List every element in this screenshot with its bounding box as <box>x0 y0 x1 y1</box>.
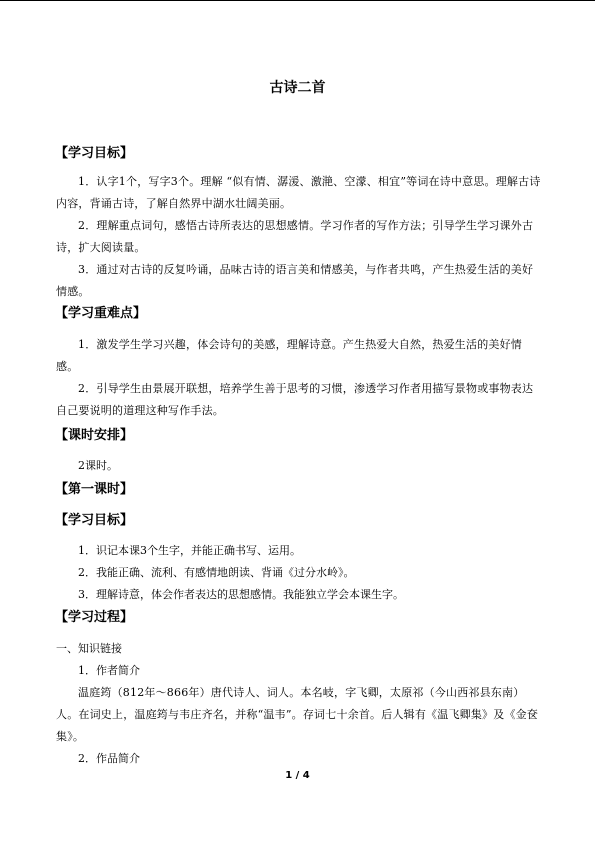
section-heading-process: 【学习过程】 <box>55 610 134 625</box>
key-point-item-1: 1．激发学生学习兴趣，体会诗句的美感，理解诗意。产生热爱大自然，热爱生活的美好情感。 <box>56 338 522 373</box>
top-rule <box>0 0 595 1</box>
lesson1-goal-item-3: 3．理解诗意，体会作者表达的思想感情。我能独立学会本课生字。 <box>78 588 404 601</box>
key-point-item-2: 2．引导学生由景展开联想，培养学生善于思考的习惯，渗透学习作者用描写景物或事物表达自己要说明的道理这种写作手法。 <box>56 382 534 417</box>
section-heading-goals: 【学习目标】 <box>55 146 134 161</box>
section-heading-key-points: 【学习重难点】 <box>55 306 147 321</box>
schedule-text: 2课时。 <box>78 459 118 472</box>
section-heading-schedule: 【课时安排】 <box>55 428 134 443</box>
goal-item-3: 3．通过对古诗的反复吟诵，品味古诗的语言美和情感美，与作者共鸣，产生热爱生活的美好情感。 <box>56 263 534 298</box>
goal-item-1: 1．认字1个，写字3个。理解 “似有情、潺湲、激滟、空濛、相宜”等词在诗中意思。理解古诗内容，背诵古诗，了解自然界中湖水壮阔美丽。 <box>56 175 541 210</box>
page-title: 古诗二首 <box>269 80 326 96</box>
section-heading-lesson1-goals: 【学习目标】 <box>55 513 134 528</box>
author-bio: 温庭筠（812年～866年）唐代诗人、词人。本名岐，字飞卿，太原祁（今山西祁县东南）人。在词史上，温庭筠与韦庄齐名，并称“温韦”。存词七十余首。后人辑有《温飞卿集》及《金奁集》。 <box>56 686 539 743</box>
process-part-1: 一、知识链接 <box>56 642 122 655</box>
process-sub-1: 1．作者简介 <box>78 664 140 677</box>
page-number: 1 / 4 <box>285 770 310 781</box>
lesson1-goal-item-2: 2．我能正确、流利、有感情地朗读、背诵《过分水岭》。 <box>78 566 355 579</box>
goal-item-2: 2．理解重点词句，感悟古诗所表达的思想感情。学习作者的写作方法；引导学生学习课外古诗，扩大阅读量。 <box>56 219 534 254</box>
section-heading-lesson1: 【第一课时】 <box>55 482 134 497</box>
lesson1-goal-item-1: 1．识记本课3个生字，并能正确书写、运用。 <box>78 544 301 557</box>
process-sub-2: 2．作品简介 <box>78 752 140 765</box>
